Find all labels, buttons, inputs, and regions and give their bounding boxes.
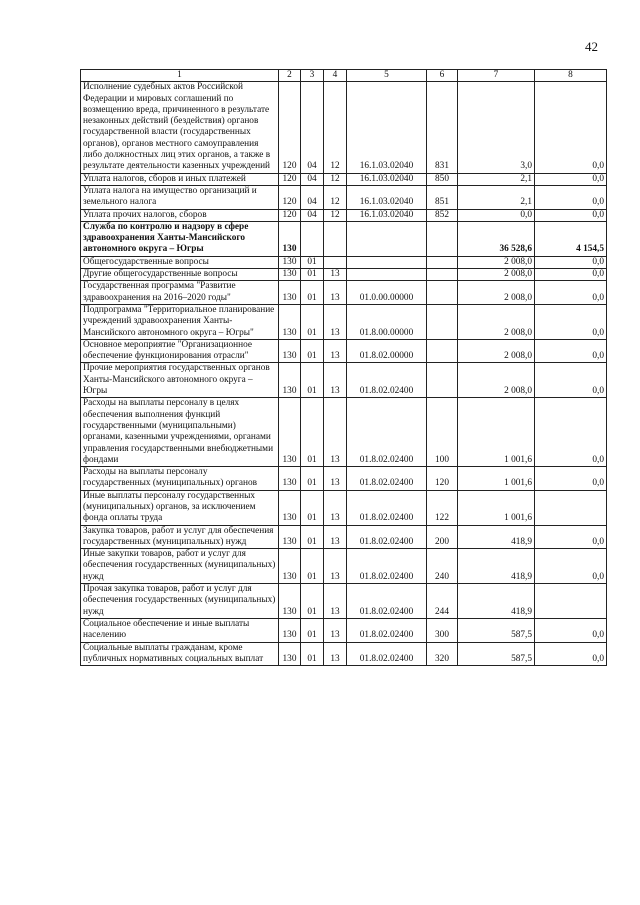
section-code-cell: 04 — [301, 185, 324, 209]
target-item-cell: 01.8.02.02400 — [347, 398, 427, 467]
row-name-cell: Подпрограмма "Территориальное планирование учреждений здравоохранения Ханты-Мансийского автономного округа – Югры" — [81, 304, 279, 339]
ministry-code-cell: 130 — [279, 398, 301, 467]
expense-type-cell — [427, 339, 458, 363]
expense-type-cell — [427, 363, 458, 398]
ministry-code-cell: 130 — [279, 304, 301, 339]
ministry-code-cell: 130 — [279, 549, 301, 584]
section-code-cell: 04 — [301, 173, 324, 185]
row-name-cell: Основное мероприятие "Организационное обеспечение функционирования отрасли" — [81, 339, 279, 363]
ministry-code-cell: 130 — [279, 642, 301, 666]
table-row — [81, 584, 607, 619]
section-code-cell: 01 — [301, 363, 324, 398]
amount-secondary-cell: 0,0 — [535, 281, 607, 305]
table-row — [81, 185, 607, 209]
expense-type-cell: 300 — [427, 618, 458, 642]
column-header: 7 — [458, 70, 535, 82]
amount-cell: 1 001,6 — [458, 398, 535, 467]
section-code-cell: 01 — [301, 398, 324, 467]
amount-secondary-cell: 4 154,5 — [535, 221, 607, 256]
table-row — [81, 525, 607, 549]
section-code-cell: 01 — [301, 269, 324, 281]
section-code-cell: 01 — [301, 339, 324, 363]
row-name-cell: Уплата прочих налогов, сборов — [81, 209, 279, 221]
subsection-code-cell: 12 — [324, 173, 347, 185]
expense-type-cell: 244 — [427, 584, 458, 619]
subsection-code-cell: 13 — [324, 490, 347, 525]
ministry-code-cell: 130 — [279, 490, 301, 525]
amount-secondary-cell: 0,0 — [535, 549, 607, 584]
row-name-cell: Служба по контролю и надзору в сфере здравоохранения Ханты-Мансийского автономного округа – Югры — [81, 221, 279, 256]
amount-cell: 2 008,0 — [458, 363, 535, 398]
table-row — [81, 618, 607, 642]
section-code-cell: 04 — [301, 82, 324, 173]
column-header: 3 — [301, 70, 324, 82]
amount-cell: 0,0 — [458, 209, 535, 221]
amount-secondary-cell: 0,0 — [535, 642, 607, 666]
target-item-cell: 01.8.02.02400 — [347, 490, 427, 525]
table-body — [81, 82, 607, 666]
ministry-code-cell: 120 — [279, 185, 301, 209]
table-row — [81, 209, 607, 221]
subsection-code-cell: 13 — [324, 618, 347, 642]
table-row — [81, 221, 607, 256]
target-item-cell: 16.1.03.02040 — [347, 209, 427, 221]
table-row — [81, 549, 607, 584]
table-row — [81, 398, 607, 467]
ministry-code-cell: 130 — [279, 525, 301, 549]
amount-cell: 2 008,0 — [458, 339, 535, 363]
row-name-cell: Иные выплаты персоналу государственных (муниципальных) органов, за исключением фонда оплаты труда — [81, 490, 279, 525]
row-name-cell: Государственная программа "Развитие здравоохранения на 2016–2020 годы" — [81, 281, 279, 305]
table-row — [81, 173, 607, 185]
subsection-code-cell: 13 — [324, 525, 347, 549]
section-code-cell: 01 — [301, 525, 324, 549]
target-item-cell: 01.8.02.02400 — [347, 525, 427, 549]
row-name-cell: Общегосударственные вопросы — [81, 256, 279, 268]
amount-cell: 2 008,0 — [458, 304, 535, 339]
section-code-cell: 01 — [301, 304, 324, 339]
section-code-cell: 01 — [301, 281, 324, 305]
expense-type-cell — [427, 221, 458, 256]
subsection-code-cell: 13 — [324, 642, 347, 666]
ministry-code-cell: 130 — [279, 281, 301, 305]
expense-type-cell: 320 — [427, 642, 458, 666]
row-name-cell: Социальное обеспечение и иные выплаты населению — [81, 618, 279, 642]
target-item-cell: 01.8.02.02400 — [347, 584, 427, 619]
subsection-code-cell: 13 — [324, 549, 347, 584]
subsection-code-cell: 13 — [324, 281, 347, 305]
amount-cell: 2 008,0 — [458, 281, 535, 305]
amount-secondary-cell: 0,0 — [535, 525, 607, 549]
expense-type-cell: 122 — [427, 490, 458, 525]
target-item-cell: 01.0.00.00000 — [347, 281, 427, 305]
row-name-cell: Закупка товаров, работ и услуг для обеспечения государственных (муниципальных) нужд — [81, 525, 279, 549]
expense-type-cell: 240 — [427, 549, 458, 584]
table-row — [81, 490, 607, 525]
subsection-code-cell: 13 — [324, 467, 347, 491]
expense-type-cell: 831 — [427, 82, 458, 173]
section-code-cell: 01 — [301, 490, 324, 525]
subsection-code-cell: 13 — [324, 269, 347, 281]
amount-secondary-cell: 0,0 — [535, 256, 607, 268]
amount-cell: 1 001,6 — [458, 490, 535, 525]
row-name-cell: Прочая закупка товаров, работ и услуг для обеспечения государственных (муниципальных) нужд — [81, 584, 279, 619]
target-item-cell: 01.8.02.02400 — [347, 549, 427, 584]
row-name-cell: Уплата налога на имущество организаций и земельного налога — [81, 185, 279, 209]
section-code-cell: 01 — [301, 467, 324, 491]
subsection-code-cell: 12 — [324, 82, 347, 173]
table-header-row — [81, 70, 607, 82]
target-item-cell: 16.1.03.02040 — [347, 82, 427, 173]
amount-cell: 418,9 — [458, 525, 535, 549]
section-code-cell: 01 — [301, 618, 324, 642]
subsection-code-cell: 13 — [324, 363, 347, 398]
amount-secondary-cell: 0,0 — [535, 339, 607, 363]
section-code-cell — [301, 221, 324, 256]
expense-type-cell: 851 — [427, 185, 458, 209]
amount-cell: 418,9 — [458, 549, 535, 584]
row-name-cell: Уплата налогов, сборов и иных платежей — [81, 173, 279, 185]
target-item-cell: 01.8.00.00000 — [347, 304, 427, 339]
column-header: 6 — [427, 70, 458, 82]
amount-secondary-cell — [535, 584, 607, 619]
expense-type-cell — [427, 304, 458, 339]
expense-type-cell — [427, 269, 458, 281]
expense-type-cell: 120 — [427, 467, 458, 491]
row-name-cell: Расходы на выплаты персоналу государственных (муниципальных) органов — [81, 467, 279, 491]
ministry-code-cell: 130 — [279, 618, 301, 642]
expense-type-cell: 852 — [427, 209, 458, 221]
table-row — [81, 304, 607, 339]
amount-cell: 2,1 — [458, 185, 535, 209]
page-number: 42 — [585, 39, 598, 54]
amount-cell: 418,9 — [458, 584, 535, 619]
amount-secondary-cell: 0,0 — [535, 185, 607, 209]
expense-type-cell: 850 — [427, 173, 458, 185]
row-name-cell: Расходы на выплаты персоналу в целях обеспечения выполнения функций государственными (муниципальными) органами, казенными учреждениями, органами управления государственными внебюджетными фондами — [81, 398, 279, 467]
table-row — [81, 281, 607, 305]
amount-secondary-cell: 0,0 — [535, 363, 607, 398]
amount-cell: 587,5 — [458, 618, 535, 642]
column-header: 8 — [535, 70, 607, 82]
subsection-code-cell: 13 — [324, 584, 347, 619]
table-row — [81, 467, 607, 491]
table-row — [81, 642, 607, 666]
row-name-cell: Иные закупки товаров, работ и услуг для обеспечения государственных (муниципальных) нужд — [81, 549, 279, 584]
amount-secondary-cell: 0,0 — [535, 304, 607, 339]
subsection-code-cell: 12 — [324, 185, 347, 209]
target-item-cell: 01.8.02.00000 — [347, 339, 427, 363]
target-item-cell — [347, 269, 427, 281]
table-row — [81, 82, 607, 173]
table-row — [81, 256, 607, 268]
row-name-cell: Исполнение судебных актов Российской Федерации и мировых соглашений по возмещению вреда, причиненного в результате незаконных действий (бездействия) органов государственной власти (государственных органов), органов местного самоуправления либо должностных лиц этих органов, а также в результате деятельности казенных учреждений — [81, 82, 279, 173]
table-row — [81, 339, 607, 363]
subsection-code-cell: 13 — [324, 339, 347, 363]
section-code-cell: 01 — [301, 549, 324, 584]
section-code-cell: 01 — [301, 256, 324, 268]
ministry-code-cell: 130 — [279, 584, 301, 619]
amount-secondary-cell: 0,0 — [535, 618, 607, 642]
expense-type-cell — [427, 256, 458, 268]
row-name-cell: Другие общегосударственные вопросы — [81, 269, 279, 281]
target-item-cell: 16.1.03.02040 — [347, 173, 427, 185]
ministry-code-cell: 120 — [279, 209, 301, 221]
ministry-code-cell: 130 — [279, 256, 301, 268]
subsection-code-cell: 13 — [324, 398, 347, 467]
amount-secondary-cell: 0,0 — [535, 467, 607, 491]
budget-table — [80, 69, 607, 666]
target-item-cell: 01.8.02.02400 — [347, 618, 427, 642]
ministry-code-cell: 130 — [279, 269, 301, 281]
subsection-code-cell — [324, 256, 347, 268]
target-item-cell: 01.8.02.02400 — [347, 642, 427, 666]
amount-secondary-cell: 0,0 — [535, 269, 607, 281]
expense-type-cell: 100 — [427, 398, 458, 467]
amount-secondary-cell: 0,0 — [535, 209, 607, 221]
column-header: 5 — [347, 70, 427, 82]
amount-secondary-cell — [535, 490, 607, 525]
section-code-cell: 01 — [301, 642, 324, 666]
amount-secondary-cell: 0,0 — [535, 398, 607, 467]
amount-cell: 2 008,0 — [458, 269, 535, 281]
expense-type-cell — [427, 281, 458, 305]
amount-cell: 2,1 — [458, 173, 535, 185]
ministry-code-cell: 120 — [279, 173, 301, 185]
table-row — [81, 269, 607, 281]
amount-secondary-cell: 0,0 — [535, 82, 607, 173]
amount-secondary-cell: 0,0 — [535, 173, 607, 185]
amount-cell: 3,0 — [458, 82, 535, 173]
table-row — [81, 363, 607, 398]
column-header: 2 — [279, 70, 301, 82]
column-header: 4 — [324, 70, 347, 82]
amount-cell: 2 008,0 — [458, 256, 535, 268]
ministry-code-cell: 130 — [279, 339, 301, 363]
target-item-cell — [347, 221, 427, 256]
amount-cell: 1 001,6 — [458, 467, 535, 491]
expense-type-cell: 200 — [427, 525, 458, 549]
section-code-cell: 01 — [301, 584, 324, 619]
ministry-code-cell: 120 — [279, 82, 301, 173]
target-item-cell: 01.8.02.02400 — [347, 363, 427, 398]
ministry-code-cell: 130 — [279, 363, 301, 398]
section-code-cell: 04 — [301, 209, 324, 221]
target-item-cell — [347, 256, 427, 268]
subsection-code-cell: 12 — [324, 209, 347, 221]
target-item-cell: 16.1.03.02040 — [347, 185, 427, 209]
subsection-code-cell — [324, 221, 347, 256]
ministry-code-cell: 130 — [279, 467, 301, 491]
row-name-cell: Прочие мероприятия государственных органов Ханты-Мансийского автономного округа – Югры — [81, 363, 279, 398]
amount-cell: 36 528,6 — [458, 221, 535, 256]
row-name-cell: Социальные выплаты гражданам, кроме публичных нормативных социальных выплат — [81, 642, 279, 666]
amount-cell: 587,5 — [458, 642, 535, 666]
subsection-code-cell: 13 — [324, 304, 347, 339]
ministry-code-cell: 130 — [279, 221, 301, 256]
column-header: 1 — [81, 70, 279, 82]
target-item-cell: 01.8.02.02400 — [347, 467, 427, 491]
